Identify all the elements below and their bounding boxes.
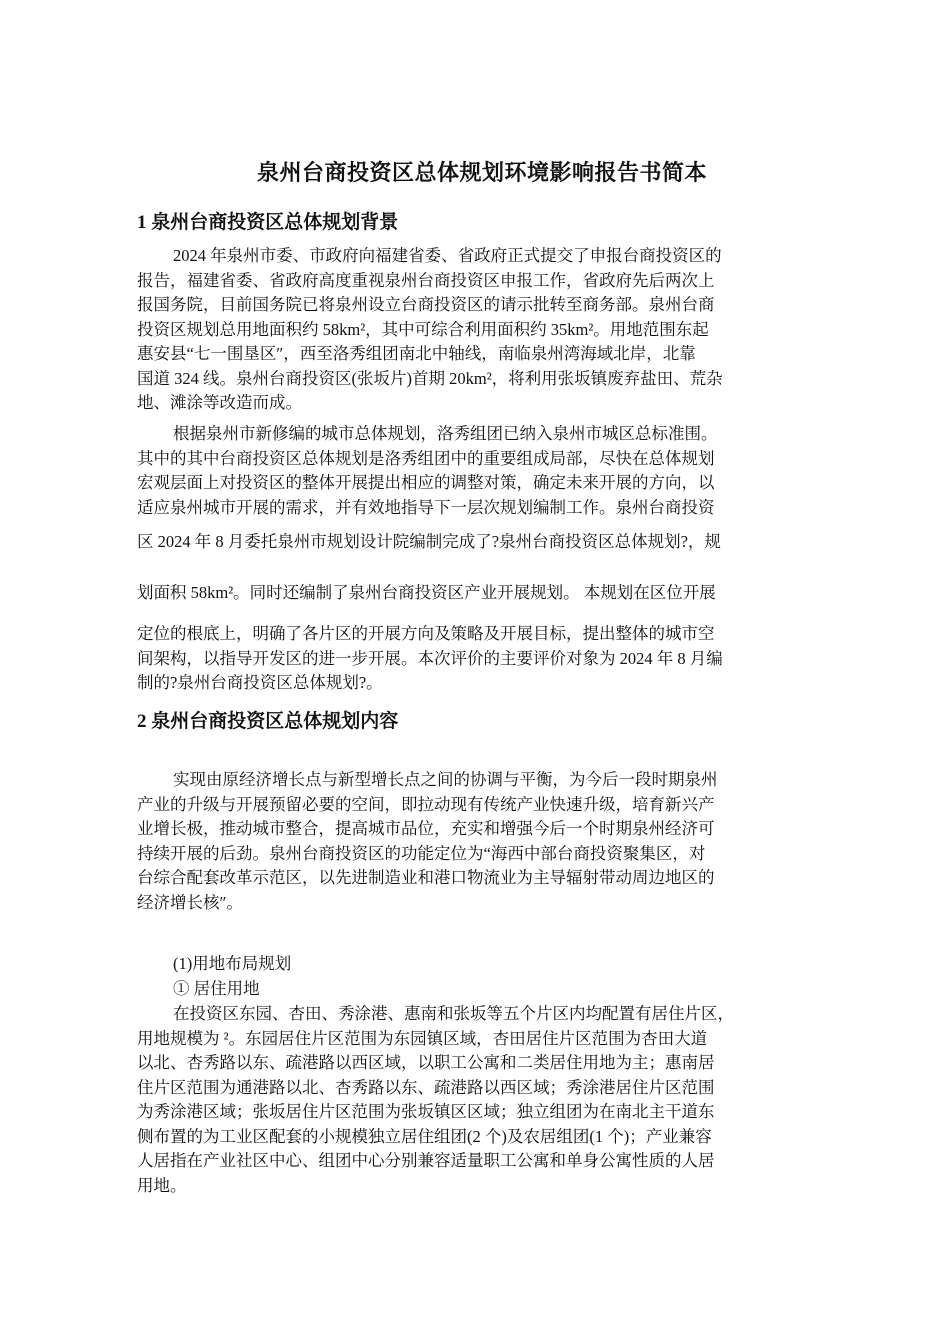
text-line: 为秀涂港区域；张坂居住片区范围为张坂镇区区域；独立组团为在南北主干道东 [137, 1102, 715, 1121]
text-line: 其中的其中台商投资区总体规划是洛秀组团中的重要组成局部，尽快在总体规划 [137, 448, 715, 468]
text-line: 投资区规划总用地面积约 58km²，其中可综合利用面积约 35km²。用地范围东起 [137, 319, 709, 339]
section-1-paragraph-1 [137, 244, 827, 416]
text-line: 业增长极，推动城市整合，提高城市品位，充实和增强今后一个时期泉州经济可 [137, 819, 715, 838]
text-line: 经济增长核″。 [137, 892, 243, 912]
section-1-paragraph-2 [137, 422, 827, 520]
section-1-heading: 1 泉州台商投资区总体规划背景 [137, 212, 399, 233]
text-line: 产业的升级与开展预留必要的空间，即拉动现有传统产业快速升级，培育新兴产 [137, 794, 715, 814]
text-line: 宏观层面上对投资区的整体开展提出相应的调整对策，确定未来开展的方向，以 [137, 473, 715, 492]
section-1-paragraph-2-end [137, 622, 827, 696]
section-2-paragraph-1 [137, 768, 827, 915]
text-line: 以北、杏秀路以东、疏港路以西区域，以职工公寓和二类居住用地为主；惠南居 [137, 1053, 715, 1072]
text-line: (1)用地布局规划 [173, 954, 292, 973]
text-line: 惠安县“七一围垦区″，西至洛秀组团南北中轴线，南临泉州湾海域北岸，北靠 [137, 344, 696, 363]
section-2-subheading-2 [137, 977, 827, 1002]
text-line: 用地。 [137, 1175, 187, 1195]
text-line: 划面积 58km²。同时还编制了泉州台商投资区产业开展规划。 本规划在区位开展 [137, 583, 716, 602]
section-2-subheading-1 [137, 952, 827, 977]
text-line: 区 2024 年 8 月委托泉州市规划设计院编制完成了?泉州台商投资区总体规划?，规 [137, 532, 721, 551]
text-line: 实现由原经济增长点与新型增长点之间的协调与平衡，为今后一段时期泉州 [173, 770, 718, 789]
text-line: 持续开展的后劲。泉州台商投资区的功能定位为“海西中部台商投资聚集区，对 [137, 843, 706, 863]
text-line: 侧布置的为工业区配套的小规模独立居住组团(2 个)及农居组团(1 个)；产业兼容 [137, 1126, 712, 1146]
document-title: 泉州台商投资区总体规划环境影响报告书简本 [256, 160, 707, 185]
text-line: 间架构，以指导开发区的进一步开展。本次评价的主要评价对象为 2024 年 8 月编 [137, 648, 723, 668]
section-1-paragraph-2-line [137, 530, 827, 555]
text-line: 制的?泉州台商投资区总体规划?。 [137, 673, 383, 692]
text-line: 台综合配套改革示范区，以先进制造业和港口物流业为主导辐射带动周边地区的 [137, 868, 715, 887]
text-line: 报告，福建省委、省政府高度重视泉州台商投资区申报工作，省政府先后两次上 [137, 270, 715, 290]
text-line: ① 居住用地 [173, 979, 260, 998]
text-line: 根据泉州市新修编的城市总体规划，洛秀组团已纳入泉州市城区总标准围。 [173, 424, 718, 443]
text-line: 定位的根底上，明确了各片区的开展方向及策略及开展目标，提出整体的城市空 [137, 624, 715, 643]
text-line: 适应泉州城市开展的需求，并有效地指导下一层次规划编制工作。泉州台商投资 [137, 497, 715, 517]
section-2-heading: 2 泉州台商投资区总体规划内容 [137, 711, 399, 732]
text-line: 住片区范围为通港路以北、杏秀路以东、疏港路以西区域；秀涂港居住片区范围 [137, 1077, 715, 1097]
text-line: 在投资区东园、杏田、秀涂港、惠南和张坂等五个片区内均配置有居住片区， [173, 1004, 734, 1023]
text-line: 报国务院，目前国务院已将泉州设立台商投资区的请示批转至商务部。泉州台商 [137, 295, 715, 314]
section-1-paragraph-2-line [137, 581, 827, 606]
text-line: 地、滩涂等改造而成。 [137, 393, 302, 412]
section-2-paragraph-2 [137, 1002, 827, 1198]
text-line: 2024 年泉州市委、市政府向福建省委、省政府正式提交了申报台商投资区的 [173, 246, 722, 265]
text-line: 国道 324 线。泉州台商投资区(张坂片)首期 20km²，将利用张坂镇废弃盐田、荒杂 [137, 368, 723, 388]
text-line: 人居指在产业社区中心、组团中心分别兼容适量职工公寓和单身公寓性质的人居 [137, 1151, 715, 1170]
text-line: 用地规模为 ²。东园居住片区范围为东园镇区域，杏田居住片区范围为杏田大道 [137, 1028, 708, 1048]
